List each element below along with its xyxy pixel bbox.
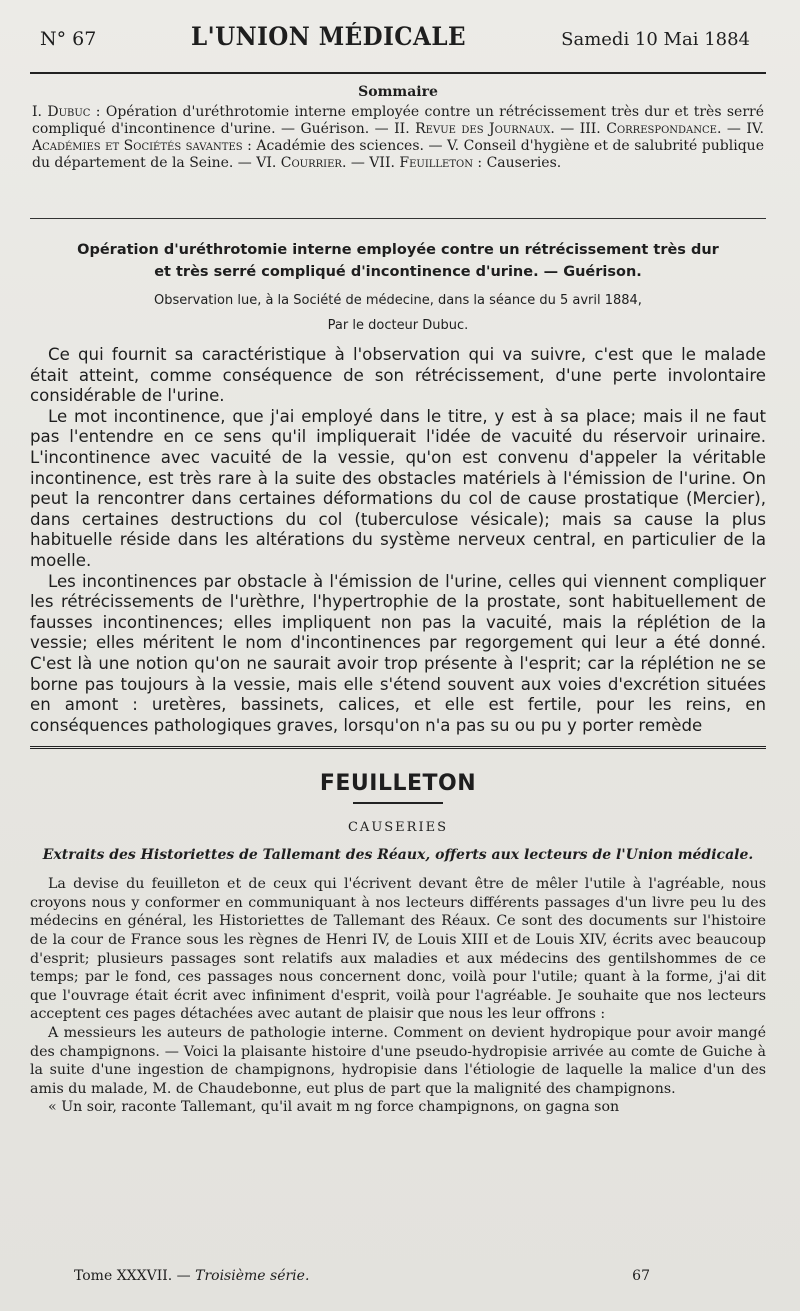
feuilleton-extraits: Extraits des Historiettes de Tallemant des Réaux, offerts aux lecteurs de l'Union médicale. — [42, 847, 754, 864]
feuilleton-title-rule — [353, 802, 443, 804]
article-title — [30, 239, 766, 283]
sommaire-section-name: Dubuc — [47, 104, 91, 120]
sommaire-title: Sommaire — [358, 84, 438, 100]
feuilleton-paragraph: La devise du feuilleton et de ceux qui l'écrivent devant être de mêler l'utile à l'agréable, nous croyons nous y conformer en communiquant à nos lecteurs différents passages d'un livre peu lu des médecins en général, les Historiettes de Tallemant des Réaux. Ce sont des documents sur l'histoire de la cour de France sous les règnes de Henri IV, de Louis XIII et de Louis XIV, écrits avec beaucoup d'esprit; plusieurs passages sont relatifs aux maladies et aux médecins des gentilshommes de ce temps; par le fond, ces passages nous concernent donc, voilà pour l'utile; quant à la forme, j'ai dit que l'ouvrage était écrit avec infiniment d'esprit, voilà pour l'agréable. Je souhaite que nos lecteurs acceptent ces pages détachées avec autant de plaisir que nous les leur offrons : — [30, 876, 766, 1023]
feuilleton-section: CAUSERIES — [347, 820, 448, 836]
sommaire-text — [30, 104, 766, 212]
sommaire-text-segment: I. — [32, 104, 48, 120]
sommaire-section-name: Académies et Sociétés savantes — [32, 138, 243, 154]
footer-serie: Troisième série. — [195, 1268, 310, 1284]
issue-number: N° 67 — [40, 28, 97, 50]
sommaire-section-name: Courrier — [280, 155, 342, 171]
feuilleton-paragraph: A messieurs les auteurs de pathologie interne. Comment on devient hydropique pour avoir mangé des champignons. — Voici la plaisante histoire d'une pseudo-hydropisie arrivée au comte de Guiche à la suite d'une ingestion de champignons, hydropisie dans l'étiologie de laquelle la malice d'un des amis du malade, M. de Chaudebonne, eut plus de part que la malignité des champignons. — [30, 1025, 766, 1097]
feuilleton-paragraph: « Un soir, raconte Tallemant, qu'il avait m ng force champignons, on gagna son — [48, 1099, 620, 1116]
sommaire-section-name: Feuilleton — [399, 155, 473, 171]
article-body — [30, 345, 766, 736]
sommaire-text-segment: : Opération d'uréthrotomie interne employée contre un rétrécissement très dur et très serré compliqué d'incontinence d'urine. — Guérison. — II. — [32, 104, 765, 137]
feuilleton-body — [30, 875, 766, 1117]
issue-date: Samedi 10 Mai 1884 — [561, 29, 750, 50]
sommaire-section-name: Correspondance — [606, 121, 717, 137]
sommaire-text-segment: . — III. — [550, 121, 607, 137]
footer-tome — [74, 1268, 309, 1284]
article-title-line-2: et très serré compliqué d'incontinence d'urine. — Guérison. — [154, 264, 642, 280]
article-subtitle: Observation lue, à la Société de médecine, dans la séance du 5 avril 1884, — [154, 293, 642, 308]
sommaire-section-name: Revue des Journaux — [415, 121, 551, 137]
sommaire-rule — [30, 218, 766, 219]
footer-tome-text: Tome XXXVII. — — [74, 1268, 196, 1284]
journal-title: L'UNION MÉDICALE — [191, 22, 467, 51]
masthead-rule — [30, 72, 766, 74]
article-paragraph: Les incontinences par obstacle à l'émission de l'urine, celles qui viennent compliquer les rétrécissements de l'urèthre, l'hypertrophie de la prostate, sont habituellement de fausses incontinences; elles impliquent non pas la vacuité, mais la réplétion de la vessie; elles méritent le nom d'incontinences par regorgement qui leur a été donné. C'est là une notion qu'on ne saurait avoir trop présente à l'esprit; car la réplétion ne se borne pas toujours à la vessie, mais elle s'étend souvent aux voies d'excrétion situées en amont : uretères, bassinets, calices, et elle est fertile, pour les reins, en conséquences pathologiques graves, lorsqu'on n'a pas su ou pu y porter remède — [30, 571, 766, 735]
sommaire-text-segment: . — VII. — [341, 155, 400, 171]
feuilleton-title: FEUILLETON — [319, 771, 477, 797]
article-title-line-1: Opération d'uréthrotomie interne employée contre un rétrécissement très dur — [77, 242, 719, 258]
sommaire-text-segment: : Académie des sciences. — V. Conseil d'hygiène et de salubrité publique du département de la Seine. — VI. — [32, 138, 764, 171]
page-footer — [74, 1268, 650, 1284]
article-paragraph: Ce qui fournit sa caractéristique à l'observation qui va suivre, c'est que le malade était atteint, comme conséquence de son rétrécissement, d'une perte involontaire considérable de l'urine. — [30, 345, 766, 406]
sommaire-text-segment: . — IV. — [716, 121, 765, 137]
article-paragraph: Le mot incontinence, que j'ai employé dans le titre, y est à sa place; mais il ne faut pas l'entendre en ce sens qu'il impliquerait l'idée de vacuité du réservoir urinaire. L'incontinence avec vacuité de la vessie, qu'on est convenu d'appeler la véritable incontinence, est très rare à la suite des obstacles matériels à l'émission de l'urine. On peut la rencontrer dans certaines déformations du col de cause prostatique (Mercier), dans certaines destructions du col (tuberculose vésicale); mais sa cause la plus habituelle réside dans les altérations du système nerveux central, en particulier de la moelle. — [30, 406, 766, 570]
footer-page-number: 67 — [632, 1268, 650, 1284]
sommaire-text-segment: : Causeries. — [472, 155, 562, 171]
article-author: Par le docteur Dubuc. — [327, 318, 469, 333]
feuilleton-separator — [30, 746, 766, 751]
masthead — [30, 22, 766, 66]
